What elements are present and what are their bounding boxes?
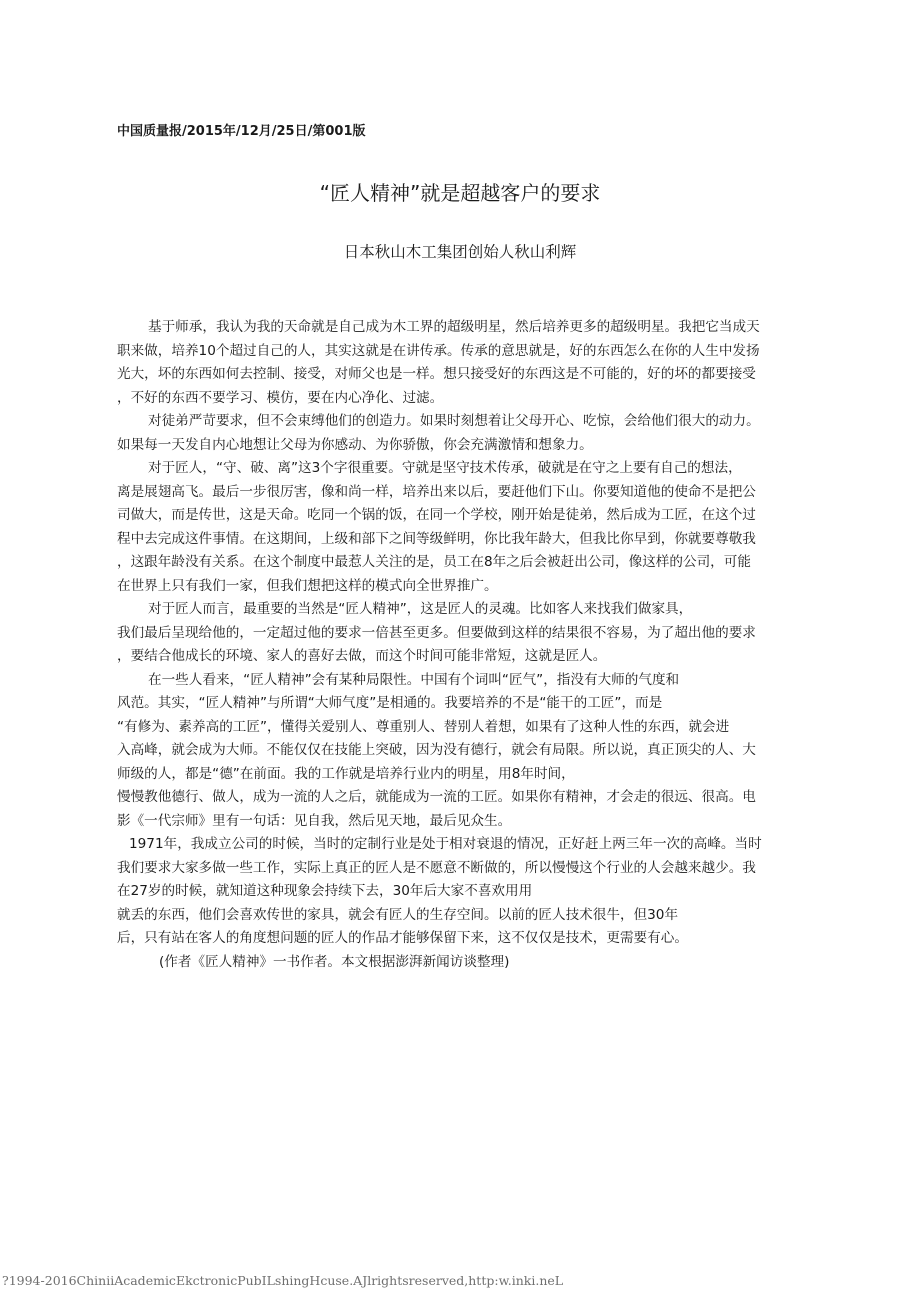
body-line: 师级的人，都是“德”在前面。我的工作就是培养行业内的明星，用8年时间， [117,765,575,782]
body-line: 基于师承，我认为我的天命就是自己成为木工界的超级明星，然后培养更多的超级明星。我把它当成天 [148,319,760,335]
body-line: 我们最后呈现给他的，一定超过他的要求一倍甚至更多。但要做到这样的结果很不容易，为了超出他的要求 [117,624,756,641]
body-line: 就丢的东西，他们会喜欢传世的家具，就会有匠人的生存空间。以前的匠人技术很牛，但30年 [117,906,679,923]
body-line: 在世界上只有我们一家，但我们想把这样的模式向全世界推广。 [117,577,498,594]
body-line: “有修为、素养高的工匠”，懂得关爱别人、尊重别人、替别人着想，如果有了这种人性的东西，就会进 [117,718,730,735]
body-line: 在一些人看来，“匠人精神”会有某种局限性。中国有个词叫“匠气”，指没有大师的气度和 [148,671,680,688]
article-byline: 日本秋山木工集团创始人秋山利辉 [343,243,577,261]
article-title: “匠人精神”就是超越客户的要求 [319,181,601,205]
author-note: (作者《匠人精神》一书作者。本文根据澎湃新闻访谈整理) [159,953,510,970]
body-line: 光大，坏的东西如何去控制、接受，对师父也是一样。想只接受好的东西这是不可能的，好的坏的都要接受 [117,366,756,382]
source-line: 中国质量报/2015年/12月/25日/第001版 [117,124,366,139]
body-line: 对徒弟严苛要求，但不会束缚他们的创造力。如果时刻想着让父母开心、吃惊，会给他们很大的动力。 [148,413,760,429]
body-line: 我们要求大家多做一些工作，实际上真正的匠人是不愿意不断做的，所以慢慢这个行业的人会越来越少。我 [117,859,756,876]
body-line: 1971年，我成立公司的时候，当时的定制行业是处于相对衰退的情况，正好赶上两三年一次的高峰。当时 [129,836,762,852]
body-line: 程中去完成这件事情。在这期间，上级和部下之间等级鲜明，你比我年龄大，但我比你早到，你就要尊敬我 [117,530,756,547]
body-line: ，这跟年龄没有关系。在这个制度中最惹人关注的是，员工在8年之后会被赶出公司，像这样的公司，可能 [117,554,751,570]
body-line: 对于匠人而言，最重要的当然是“匠人精神”，这是匠人的灵魂。比如客人来找我们做家具， [148,601,693,617]
article-body [117,316,807,974]
body-line: 职来做，培养10个超过自己的人，其实这就是在讲传承。传承的意思就是，好的东西怎么在你的人生中发扬 [117,342,760,359]
body-line: 慢慢教他德行、做人，成为一流的人之后，就能成为一流的工匠。如果你有精神，才会走的很远、很高。电 [117,789,756,805]
body-line: 入高峰，就会成为大师。不能仅仅在技能上突破，因为没有德行，就会有局限。所以说，真正顶尖的人、大 [117,742,756,758]
copyright-footer: ?1994-2016ChiniiAcademicEkctronicPubILshingHcuse.AJlrightsreserved,http:w.inki.neL [2,1273,564,1288]
body-line: 影《一代宗师》里有一句话：见自我，然后见天地，最后见众生。 [117,812,512,829]
body-line: 在27岁的时候，就知道这种现象会持续下去，30年后大家不喜欢用用 [117,883,533,899]
body-line: 如果每一天发自内心地想让父母为你感动、为你骄傲，你会充满激情和想象力。 [117,436,593,453]
body-line: 离是展翅高飞。最后一步很厉害，像和尚一样，培养出来以后，要赶他们下山。你要知道他的使命不是把公 [117,483,756,500]
body-line: 风范。其实，“匠人精神”与所谓“大师气度”是相通的。我要培养的不是“能干的工匠”，而是 [117,695,663,711]
body-line: 对于匠人，“守、破、离”这3个字很重要。守就是坚守技术传承，破就是在守之上要有自己的想法， [148,460,742,476]
body-line: ，要结合他成长的环境、家人的喜好去做，而这个时间可能非常短，这就是匠人。 [117,648,607,664]
body-line: ，不好的东西不要学习、模仿，要在内心净化、过滤。 [117,389,444,406]
body-line: 后，只有站在客人的角度想问题的匠人的作品才能够保留下来，这不仅仅是技术，更需要有心。 [117,930,688,946]
body-line: 司做大，而是传世，这是天命。吃同一个锅的饭，在同一个学校，刚开始是徒弟，然后成为工匠，在这个过 [117,507,756,523]
